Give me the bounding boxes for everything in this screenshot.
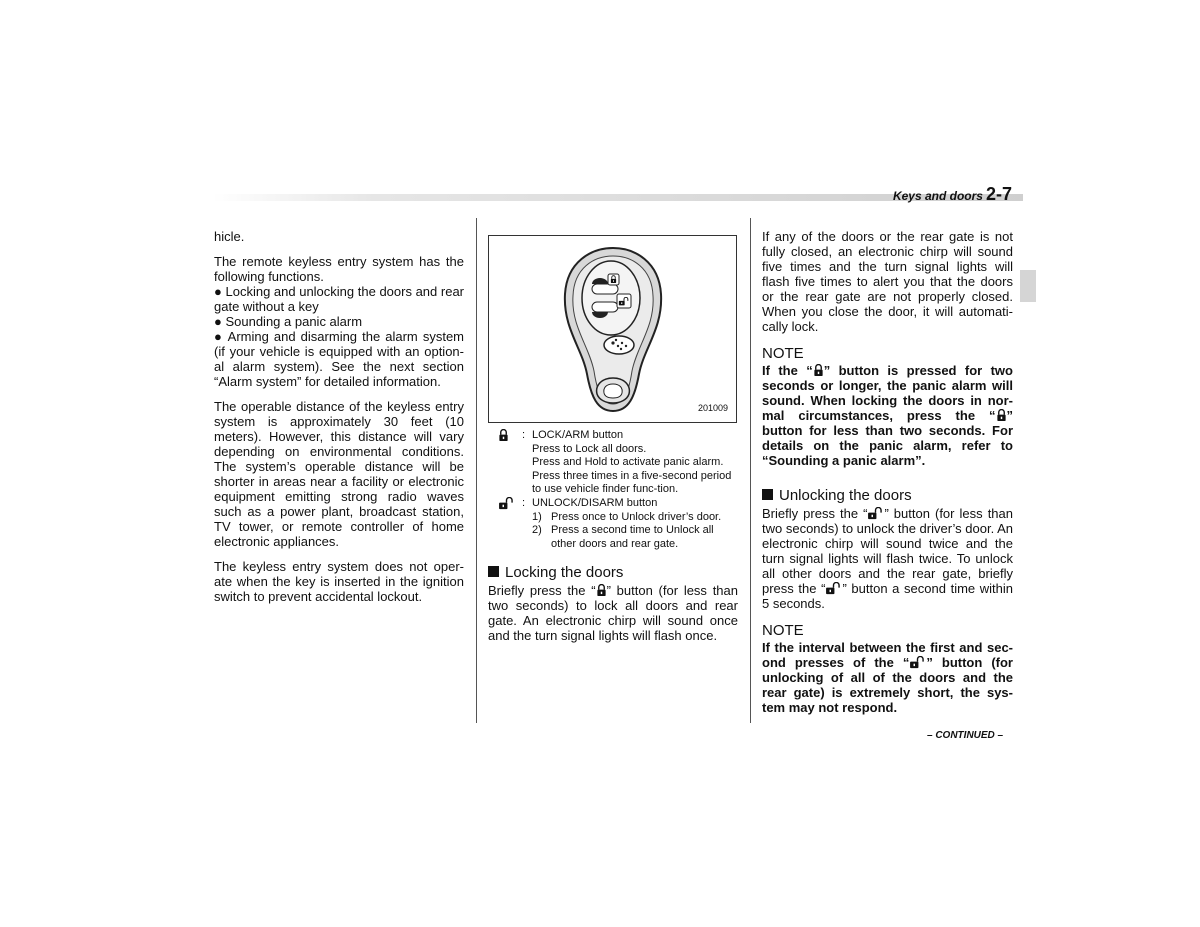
unlock-icon (825, 582, 842, 595)
legend-unlock-step: 1) Press once to Unlock driver’s door. (532, 510, 722, 523)
panic-alarm-note: If the “ ” button is pressed for two seconds or longer, the panic alarm will sound. When locking the doors in nor-mal circumstances, press the “ ” button for less than two seconds. For details on the panic alarm, refer to “Sounding a panic alarm”. (762, 363, 1013, 468)
lock-icon (498, 429, 509, 442)
functions-intro: The remote keyless entry system has the following functions. (214, 254, 464, 284)
ignition-paragraph: The keyless entry system does not oper-ate when the key is inserted in the ignition switch to prevent accidental lockout. (214, 559, 464, 604)
unlock-icon (909, 656, 926, 669)
lock-icon (996, 409, 1007, 422)
figure-code: 201009 (697, 403, 728, 413)
continued-marker: – CONTINUED – (927, 730, 1004, 741)
operable-distance-paragraph: The operable distance of the keyless entry system is approximately 30 feet (10 meters). However, this distance will vary depending on environmental conditions. The system’s operable distance will be shorter in areas near a facility or electronic equipment emitting strong radio waves such as a power plant, broadcast station, TV tower, or remote controller of home electronic appliances. (214, 399, 464, 549)
column-left (214, 229, 464, 614)
door-ajar-paragraph: If any of the doors or the rear gate is not fully closed, an electronic chirp will sound five times and the turn signal lights will flash five times to alert you that the doors or the rear gate are not properly closed. When you close the door, it will automati-cally lock. (762, 229, 1013, 334)
legend-unlock-step: 2) Press a second time to Unlock all other doors and rear gate. (532, 524, 714, 550)
interval-note: If the interval between the first and sec-ond presses of the “ ” button (for unlocking of all of the doors and the rear gate) is extremely short, the sys-tem may not respond. (762, 640, 1013, 715)
key-fob-figure (488, 235, 737, 423)
page-number: 2-7 (985, 184, 1012, 204)
locking-paragraph: Briefly press the “ ” button (for less than two seconds) to lock all doors and rear gate. An electronic chirp will sound once and the turn signal lights will flash once. (488, 583, 738, 644)
unlocking-paragraph: Briefly press the “ ” button (for less than two seconds) to unlock the driver’s door. An electronic chirp will sound twice and the turn signal lights will flash twice. To unlock all other doors and the rear gate, briefly press the “ ” button a second time within 5 seconds. (762, 506, 1013, 611)
note-title: NOTE (762, 622, 804, 639)
bullet-item: ● Locking and unlocking the doors and rear gate without a key (214, 284, 465, 314)
legend-unlock-title: UNLOCK/DISARM button (532, 496, 658, 509)
bullet-item: ● Arming and disarming the alarm system (if your vehicle is equipped with an option-al alarm system). See the next section “Alarm system” for detailed information. (214, 329, 465, 389)
key-fob-illustration (489, 236, 736, 422)
continued-fragment: hicle. (214, 229, 245, 244)
column-middle (488, 235, 738, 653)
button-legend (488, 429, 738, 551)
square-bullet-icon (762, 489, 773, 500)
column-right (762, 229, 1013, 725)
square-bullet-icon (488, 566, 499, 577)
legend-unlock: : UNLOCK/DISARM button 1) Press once to Unlock driver’s door. 2) Press a second time to Unlock all other doors and rear gate. (488, 497, 738, 551)
note-title: NOTE (762, 345, 804, 362)
locking-heading: Locking the doors (488, 565, 738, 580)
column-divider-left (476, 218, 477, 723)
bullet-item: ● Sounding a panic alarm (214, 314, 363, 329)
lock-icon (813, 364, 824, 377)
unlocking-heading: Unlocking the doors (762, 488, 1013, 503)
column-divider-right (750, 218, 751, 723)
lock-icon (596, 584, 607, 597)
chapter-thumb-tab (1020, 270, 1036, 302)
legend-lock: : LOCK/ARM button Press to Lock all doors. Press and Hold to activate panic alarm. Press three times in a five-second period to use vehicle finder func-tion. (488, 429, 738, 497)
legend-lock-title: LOCK/ARM button (532, 429, 624, 441)
unlock-icon (498, 497, 515, 510)
running-header (893, 184, 1012, 205)
unlock-icon (867, 507, 884, 520)
section-title: Keys and doors (892, 189, 983, 203)
